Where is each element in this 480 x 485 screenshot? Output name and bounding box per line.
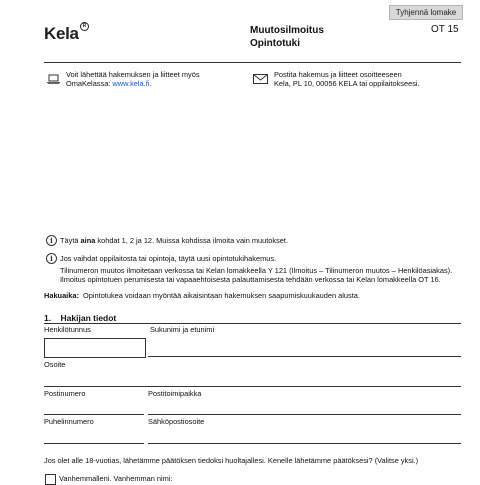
header-divider	[44, 62, 461, 63]
name-label: Sukunimi ja etunimi	[150, 325, 215, 334]
change-school-note: Jos vaihdat oppilaitosta tai opintoja, täytä uusi opintotukihakemus.	[60, 254, 277, 263]
parent-option-label: Vanhemmalleni. Vanhemman nimi:	[59, 474, 173, 483]
phone-label: Puhelinnumero	[44, 417, 94, 426]
emphasis-always: aina	[80, 236, 96, 245]
info-icon: i	[46, 235, 57, 246]
info-icon: i	[46, 253, 57, 264]
envelope-icon	[253, 71, 268, 81]
ssn-label: Henkilötunnus	[44, 325, 91, 334]
city-input[interactable]	[148, 414, 461, 415]
mail-info-line2: Kela, PL 10, 00056 KELA tai oppilaitokseesi.	[274, 79, 420, 88]
online-submit-info	[66, 70, 200, 88]
email-label: Sähköpostiosoite	[148, 417, 205, 426]
postal-code-label: Postinumero	[44, 389, 86, 398]
registered-mark-icon: R	[80, 22, 89, 31]
phone-input[interactable]	[44, 443, 144, 444]
clear-form-button[interactable]: Tyhjennä lomake	[389, 5, 463, 20]
laptop-icon	[47, 71, 60, 81]
online-info-line2: OmaKelassa: www.kela.fi.	[66, 79, 152, 88]
postal-code-input[interactable]	[44, 414, 144, 415]
form-title-line1: Muutosilmoitus	[250, 25, 324, 36]
address-label: Osoite	[44, 360, 66, 369]
section-title-applicant: 1. Hakijan tiedot	[44, 313, 117, 323]
form-code: OT 15	[431, 24, 459, 35]
form-title	[250, 24, 324, 50]
email-input[interactable]	[148, 443, 461, 444]
form-title-line2: Opintotuki	[250, 38, 300, 49]
logo-text: Kela	[44, 24, 79, 43]
city-label: Postitoimipaikka	[148, 389, 202, 398]
account-change-note: Tilinumeron muutos ilmoitetaan verkossa tai Kelan lomakkeella Y 121 (Ilmoitus – Tilinumeron muutos – Henkilöasiakas). Ilmoitus opintotuen perumisesta tai vapaaehtoisesta palauttamisesta tehdään verkossa tai Kelan lomakkeella OT 16.	[60, 266, 453, 284]
ssn-input[interactable]	[44, 338, 146, 358]
application-period	[44, 291, 360, 300]
application-period-text: Opintotukea voidaan myöntää aikaisintaan hakemuksen saapumiskuukauden alusta.	[83, 291, 360, 300]
name-input[interactable]	[148, 356, 461, 357]
application-period-label: Hakuaika:	[44, 291, 79, 300]
mail-info-line1: Postita hakemus ja liitteet osoitteeseen	[274, 70, 402, 79]
address-input[interactable]	[44, 386, 461, 387]
section-divider	[44, 323, 461, 324]
minor-decision-question: Jos olet alle 18-vuotias, lähetämme päätöksen tiedoksi huoltajallesi. Kenelle lähetämme päätöksesi? (Valitse yksi.)	[44, 456, 419, 465]
fill-instructions: Täytä aina kohdat 1, 2 ja 12. Muissa kohdissa ilmoita vain muutokset.	[60, 236, 289, 245]
kela-website-link[interactable]: www.kela.fi	[112, 79, 150, 88]
mail-submit-info	[274, 70, 420, 88]
online-info-line1: Voit lähettää hakemuksen ja liitteet myös	[66, 70, 200, 79]
kela-logo	[44, 24, 89, 44]
